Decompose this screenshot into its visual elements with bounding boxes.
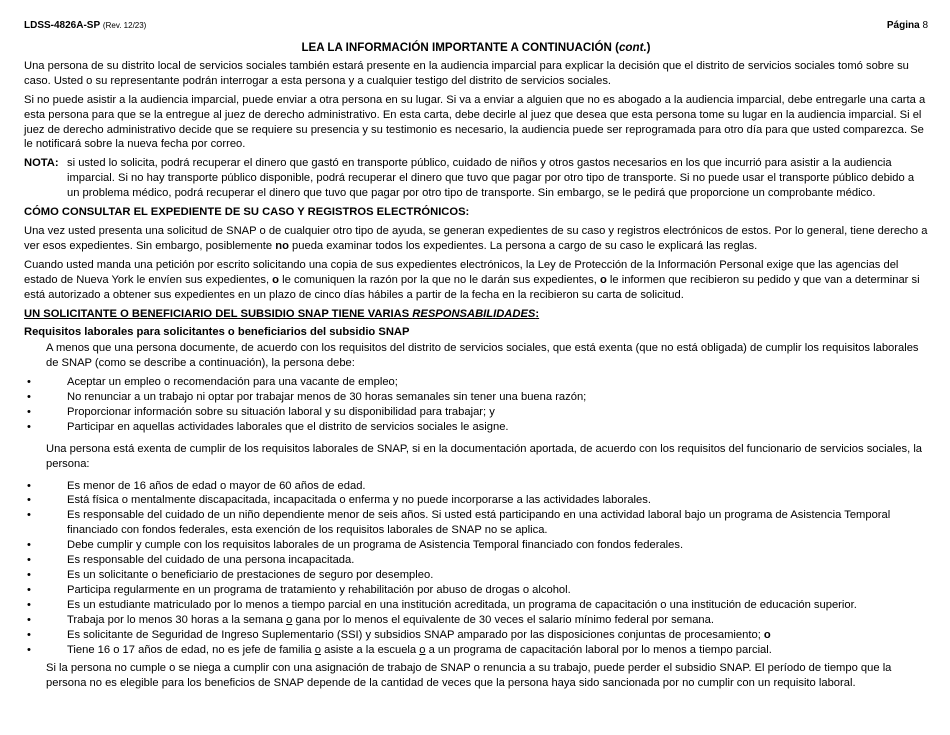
- age-item-text-b: asiste a la escuela: [320, 643, 420, 656]
- records-p2-text-c: le informen que recibieron su pedido y que van a determinar si está autorizado a obtener sus expedientes en un plazo de cinco días hábiles a partir de la fecha en la recibieron su carta de solicitud.: [24, 273, 920, 301]
- must-list: [24, 375, 928, 435]
- exemption-list: [24, 479, 928, 658]
- form-identifier: [24, 20, 146, 32]
- list-item: • Proporcionar información sobre su situación laboral y su disponibilidad para trabajar; y: [24, 405, 928, 420]
- nota-block: [24, 156, 928, 201]
- page-indicator: [887, 20, 928, 32]
- records-heading: CÓMO CONSULTAR EL EXPEDIENTE DE SU CASO Y REGISTROS ELECTRÓNICOS:: [24, 206, 470, 219]
- records-p2-text-a: Cuando usted manda una petición por escrito solicitando una copia de sus expedientes electrónicos, la Ley de Protección de la Información Personal exige que las agencias del estado de Nueva York le envíen sus expedientes,: [24, 258, 899, 286]
- age-item-text-c: a un programa de capacitación laboral por lo menos a tiempo parcial.: [425, 643, 772, 656]
- page-number: 8: [922, 20, 928, 31]
- list-item: [24, 613, 928, 628]
- work-item-text-b: gana por lo menos el equivalente de 30 veces el salario mínimo federal por semana.: [292, 613, 714, 626]
- form-id: LDSS-4826A-SP: [24, 20, 101, 31]
- exemption-intro: Una persona está exenta de cumplir de los requisitos laborales de SNAP, si en la documentación aportada, de acuerdo con los requisitos del funcionario de servicios sociales, la persona:: [46, 442, 923, 470]
- form-revision: (Rev. 12/23): [102, 21, 147, 30]
- records-p1-text-b: pueda examinar todos los expedientes. La persona a cargo de su caso le explicará las reglas.: [288, 239, 758, 252]
- responsibilities-heading: [24, 307, 928, 322]
- records-p1-text-a: Una vez usted presenta una solicitud de SNAP o de cualquier otro tipo de ayuda, se generan expedientes de su caso y registros electrónicos de estos. Por lo general, tiene derecho a ver esos expedientes. Sin embargo, posiblemente: [24, 224, 928, 252]
- age-item-text-a: Tiene 16 o 17 años de edad, no es jefe de familia: [67, 643, 315, 656]
- records-paragraph-2: [24, 258, 928, 303]
- list-item: • Aceptar un empleo o recomendación para una vacante de empleo;: [24, 375, 928, 390]
- ssi-item-or: o: [763, 628, 771, 641]
- page-title: [24, 41, 928, 56]
- responsibilities-heading-emphasis: RESPONSABILIDADES: [412, 307, 536, 320]
- list-item: • Debe cumplir y cumple con los requisitos laborales de un programa de Asistencia Temporal financiado con fondos federales.: [24, 538, 928, 553]
- representative-paragraph: Una persona de su distrito local de servicios sociales también estará presente en la audiencia imparcial para explicar la decisión que el distrito de servicios sociales tomó sobre su caso. Usted o su representante podrán interrogar a esta persona y a cualquier testigo del distrito de servicios sociales.: [24, 59, 909, 87]
- list-item: [24, 643, 928, 658]
- responsibilities-heading-colon: :: [535, 307, 540, 320]
- list-item: • Participar en aquellas actividades laborales que el distrito de servicios sociales le asigne.: [24, 420, 928, 435]
- substitute-paragraph: Si no puede asistir a la audiencia imparcial, puede enviar a otra persona en su lugar. Si va a enviar a alguien que no es abogado a la audiencia imparcial, debe entregarle una carta a esta persona para que se la entregue al juez de derecho administrativo. En esta carta, debe decirle al juez que desea que esta persona tome su lugar en la audiencia imparcial. Si el juez de derecho administrativo decide que se requiere su presencia y su testimonio es necesario, la audiencia puede ser reprogramada para otro día para que usted comparezca. Se le notificará sobre la nueva fecha por correo.: [24, 93, 926, 151]
- list-item: • Es responsable del cuidado de un niño dependiente menor de seis años. Si usted está participando en una actividad laboral bajo un programa de Asistencia Temporal financiado con fondos federales, esta exención de los requisitos laborales de SNAP no se aplica.: [24, 508, 928, 538]
- records-p2-text-b: le comuniquen la razón por la que no le darán sus expedientes,: [279, 273, 600, 286]
- age-item-or-2: o: [419, 643, 426, 656]
- list-item: • No renunciar a un trabajo ni optar por trabajar menos de 30 horas semanales sin tener una buena razón;: [24, 390, 928, 405]
- list-item: • Participa regularmente en un programa de tratamiento y rehabilitación por abuso de drogas o alcohol.: [24, 583, 928, 598]
- list-item: • Está física o mentalmente discapacitada, incapacitada o enferma y no puede incorporarse a las actividades laborales.: [24, 493, 928, 508]
- ssi-item-text: Es solicitante de Seguridad de Ingreso Suplementario (SSI) y subsidios SNAP amparado por las disposiciones conjuntas de procesamiento;: [67, 628, 764, 641]
- nota-label: NOTA:: [24, 157, 59, 170]
- age-item-or-1: o: [314, 643, 321, 656]
- work-item-text-a: Trabaja por lo menos 30 horas a la semana: [67, 613, 287, 626]
- title-close: ): [646, 41, 651, 54]
- work-requirements-intro: A menos que una persona documente, de acuerdo con los requisitos del distrito de servicios sociales, que está exenta (que no está obligada) de cumplir los requisitos laborales de SNAP (como se describe a continuación), la persona debe:: [46, 342, 919, 370]
- title-cont: cont.: [618, 41, 647, 54]
- closing-paragraph: Si la persona no cumple o se niega a cumplir con una asignación de trabajo de SNAP o renuncia a su trabajo, puede perder el subsidio SNAP. El período de tiempo que la persona no es elegible para los beneficios de SNAP depende de la cantidad de veces que la persona haya sido sancionada por no cumplir con un requisito laboral.: [46, 662, 892, 690]
- list-item: • Es responsable del cuidado de una persona incapacitada.: [24, 553, 928, 568]
- nota-text: si usted lo solicita, podrá recuperar el dinero que gastó en transporte público, cuidado de niños y otros gastos necesarios en los que incurrió para asistir a la audiencia imparcial. Si no hay transporte público disponible, podrá recuperar el dinero que tuvo que pagar por otro tipo de transporte. Si no puede usar el transporte público debido a un problema médico, podrá recuperar el dinero que tuvo que pagar por otro tipo de transporte. Sin embargo, se le pedirá que proporcione un comprobante médico.: [67, 157, 915, 200]
- records-p2-or-1: o: [272, 273, 280, 286]
- page-header: [24, 20, 928, 32]
- records-paragraph-1: [24, 224, 928, 254]
- responsibilities-heading-text: UN SOLICITANTE O BENEFICIARIO DEL SUBSIDIO SNAP TIENE VARIAS: [24, 307, 413, 320]
- records-p1-bold: no: [275, 239, 289, 252]
- work-item-or: o: [286, 613, 293, 626]
- list-item: • Es un solicitante o beneficiario de prestaciones de seguro por desempleo.: [24, 568, 928, 583]
- work-requirements-subheading: Requisitos laborales para solicitantes o beneficiarios del subsidio SNAP: [24, 326, 410, 339]
- records-p2-or-2: o: [599, 273, 607, 286]
- list-item: • Es menor de 16 años de edad o mayor de 60 años de edad.: [24, 479, 928, 494]
- list-item: [24, 628, 928, 643]
- list-item: • Es un estudiante matriculado por lo menos a tiempo parcial en una institución acreditada, un programa de capacitación o una institución de educación superior.: [24, 598, 928, 613]
- page-label: Página: [886, 20, 920, 31]
- title-main: LEA LA INFORMACIÓN IMPORTANTE A CONTINUACIÓN (: [301, 41, 619, 54]
